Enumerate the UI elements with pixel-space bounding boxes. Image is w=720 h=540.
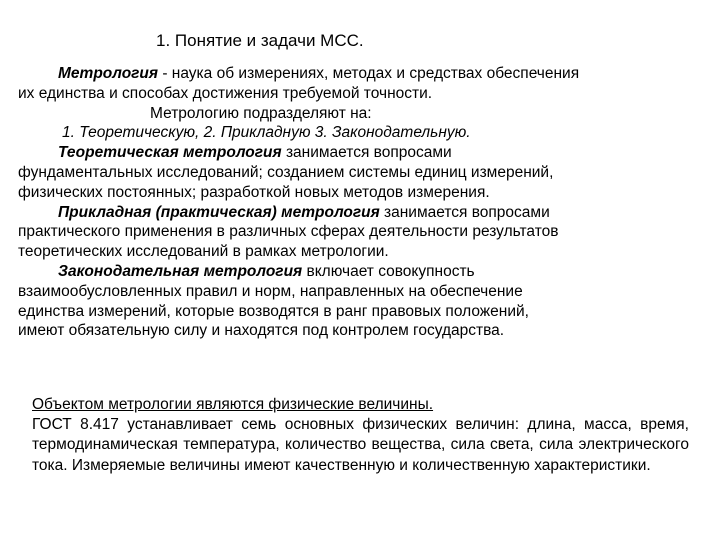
theoretical-text: занимается вопросами: [281, 144, 452, 162]
applied-term: Прикладная (практическая) метрология: [58, 203, 380, 221]
metrology-definition-line2: их единства и способах достижения требуемой точности.: [18, 84, 433, 102]
object-heading: Объектом метрологии являются физические величины.: [32, 396, 434, 413]
legal-line2: взаимообусловленных правил и норм, направленных на обеспечение: [18, 282, 523, 300]
division-list: 1. Теоретическую, 2. Прикладную 3. Законодательную.: [62, 124, 471, 142]
division-intro: Метрологию подразделяют на:: [150, 104, 372, 122]
applied-line3: теоретических исследований в рамках метрологии.: [18, 243, 389, 261]
metrology-definition-line: [18, 64, 708, 84]
legal-line3: единства измерений, которые возводятся в ранг правовых положений,: [18, 302, 529, 320]
legal-term: Законодательная метрология: [58, 262, 303, 280]
metrology-definition-text: - наука об измерениях, методах и средствах обеспечения: [158, 65, 580, 82]
object-paragraph: ГОСТ 8.417 устанавливает семь основных физических величин: длина, масса, время, термодинамическая температура, количество вещества, сила света, сила электрического тока. Измеряемые величины имеют качественную и количественную характеристики.: [32, 416, 689, 474]
applied-line2: практического применения в различных сферах деятельности результатов: [18, 223, 559, 241]
metrology-term: Метрология: [58, 65, 159, 82]
page-title: 1. Понятие и задачи МСС.: [156, 31, 364, 50]
theoretical-line3: физических постоянных; разработкой новых методов измерения.: [18, 183, 490, 201]
legal-text: включает совокупность: [302, 262, 475, 280]
object-section: [32, 395, 689, 476]
theoretical-line1: [18, 143, 708, 163]
legal-line4: имеют обязательную силу и находятся под контролем государства.: [18, 322, 505, 340]
applied-line1: [18, 203, 708, 223]
applied-text: занимается вопросами: [379, 203, 550, 221]
theoretical-term: Теоретическая метрология: [58, 144, 282, 162]
main-text: [18, 64, 708, 341]
legal-line1: [18, 262, 708, 282]
theoretical-line2: фундаментальных исследований; созданием системы единиц измерений,: [18, 163, 554, 181]
